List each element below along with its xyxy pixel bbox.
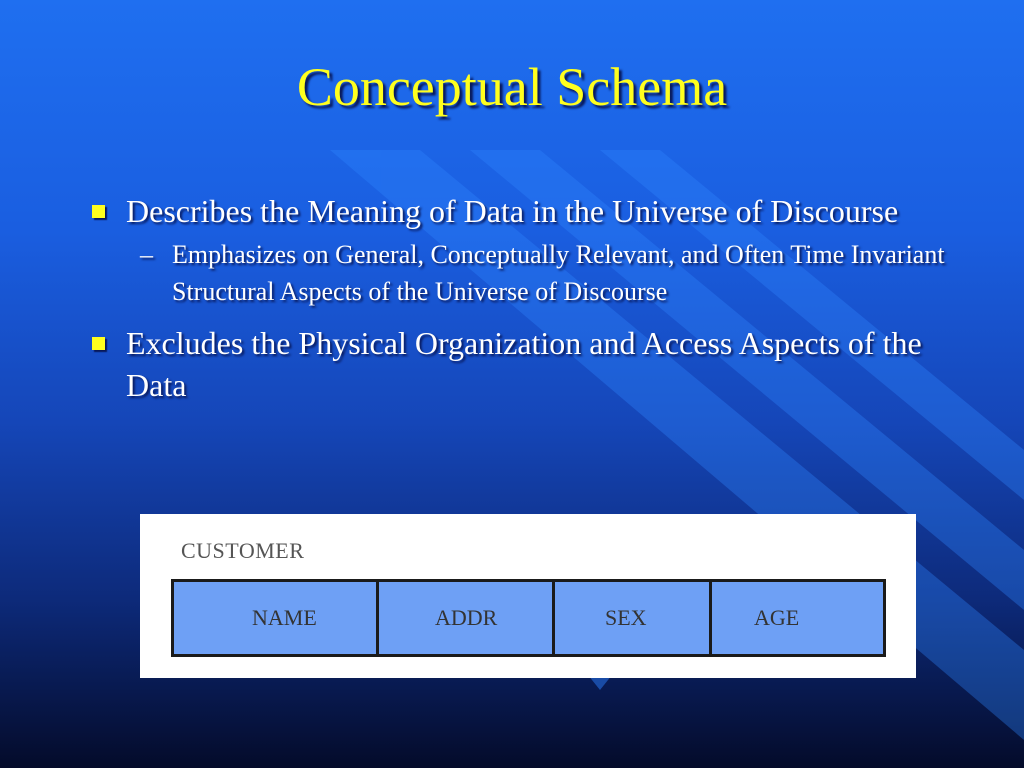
entity-name: CUSTOMER — [181, 538, 305, 563]
bullet-item — [88, 190, 948, 232]
square-bullet-icon — [92, 337, 105, 350]
attribute-table — [171, 579, 886, 657]
dash-bullet-icon: – — [140, 240, 153, 269]
bullet-list — [88, 190, 948, 406]
sub-bullet-text: Emphasizes on General, Conceptually Relevant, and Often Time Invariant Structural Aspects of the Universe of Discourse — [172, 240, 945, 306]
bullet-text: Describes the Meaning of Data in the Universe of Discourse — [126, 193, 899, 229]
slide-title: Conceptual Schema — [296, 57, 728, 117]
attribute-cell: NAME — [174, 582, 379, 654]
bullet-text: Excludes the Physical Organization and Access Aspects of the Data — [126, 325, 922, 403]
sub-bullet-item — [126, 236, 948, 310]
attribute-cell: SEX — [555, 582, 712, 654]
square-bullet-icon — [92, 205, 105, 218]
attribute-cell: ADDR — [379, 582, 555, 654]
bullet-item — [88, 322, 948, 406]
schema-diagram — [140, 514, 916, 678]
attribute-cell: AGE — [754, 605, 800, 630]
